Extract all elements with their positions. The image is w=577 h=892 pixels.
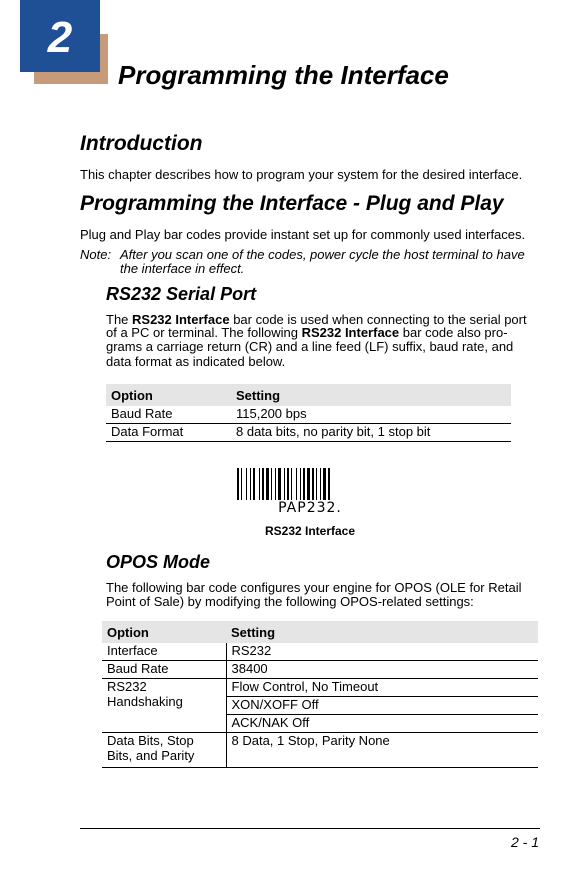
rs232-paragraph-line-4: data format as indicated below. <box>106 354 286 369</box>
table-cell: 115,200 bps <box>231 406 511 424</box>
barcode-human-readable: PAP232. <box>278 500 342 516</box>
rs232-paragraph-line-1: The RS232 Interface bar code is used when connecting to the serial port <box>106 312 527 327</box>
table-cell: 38400 <box>226 661 538 679</box>
note-label: Note: <box>80 247 112 262</box>
pnp-heading: Programming the Interface - Plug and Play <box>80 192 504 215</box>
table-row <box>102 661 538 679</box>
column-header-option: Option <box>102 621 226 643</box>
opos-text-line-1: The following bar code configures your engine for OPOS (OLE for Retail <box>106 580 522 595</box>
table-header-row <box>102 621 538 643</box>
intro-heading: Introduction <box>80 132 203 155</box>
rs232-interface-term: RS232 Interface <box>301 325 400 340</box>
rs232-paragraph-line-2: of a PC or terminal. The following RS232 Interface bar code also pro- <box>106 325 508 340</box>
table-cell: ACK/NAK Off <box>226 715 538 733</box>
chapter-title: Programming the Interface <box>118 60 449 90</box>
table-cell: Flow Control, No Timeout <box>226 679 538 697</box>
table-row <box>102 643 538 661</box>
pnp-text: Plug and Play bar codes provide instant set up for commonly used interfaces. <box>80 227 526 242</box>
rs232-interface-term: RS232 Interface <box>132 312 230 327</box>
table-cell: Interface <box>102 643 226 661</box>
opos-settings-table <box>102 621 538 768</box>
table-row <box>106 424 511 442</box>
opos-text-line-2: Point of Sale) by modifying the following OPOS-related settings: <box>106 594 474 609</box>
footer-rule <box>80 828 540 829</box>
column-header-option: Option <box>106 384 231 406</box>
column-header-setting: Setting <box>226 621 538 643</box>
table-row <box>102 679 538 697</box>
table-cell: RS232 <box>226 643 538 661</box>
note-line-1: After you scan one of the codes, power cycle the host terminal to have <box>120 247 525 262</box>
table-cell: Data Bits, Stop Bits, and Parity <box>102 733 226 768</box>
table-cell: 8 data bits, no parity bit, 1 stop bit <box>231 424 511 442</box>
column-header-setting: Setting <box>231 384 511 406</box>
rs232-heading: RS232 Serial Port <box>106 284 257 304</box>
table-row <box>106 406 511 424</box>
chapter-number: 2 <box>47 13 73 62</box>
table-header-row <box>106 384 511 406</box>
rs232-settings-table <box>106 384 511 442</box>
table-cell: Baud Rate <box>102 661 226 679</box>
table-cell: RS232 Handshaking <box>102 679 226 733</box>
table-cell: XON/XOFF Off <box>226 697 538 715</box>
barcode-image <box>235 468 385 502</box>
intro-text: This chapter describes how to program your system for the desired interface. <box>80 167 523 182</box>
note-line-2: the interface in effect. <box>120 261 245 276</box>
barcode-caption: RS232 Interface <box>264 524 356 538</box>
table-cell: Baud Rate <box>106 406 231 424</box>
rs232-paragraph-line-3: grams a carriage return (CR) and a line feed (LF) suffix, baud rate, and <box>106 339 514 354</box>
opos-heading: OPOS Mode <box>106 552 211 572</box>
table-cell: 8 Data, 1 Stop, Parity None <box>226 733 538 768</box>
page-number: 2 - 1 <box>510 834 539 850</box>
table-row <box>102 733 538 768</box>
table-cell: Data Format <box>106 424 231 442</box>
